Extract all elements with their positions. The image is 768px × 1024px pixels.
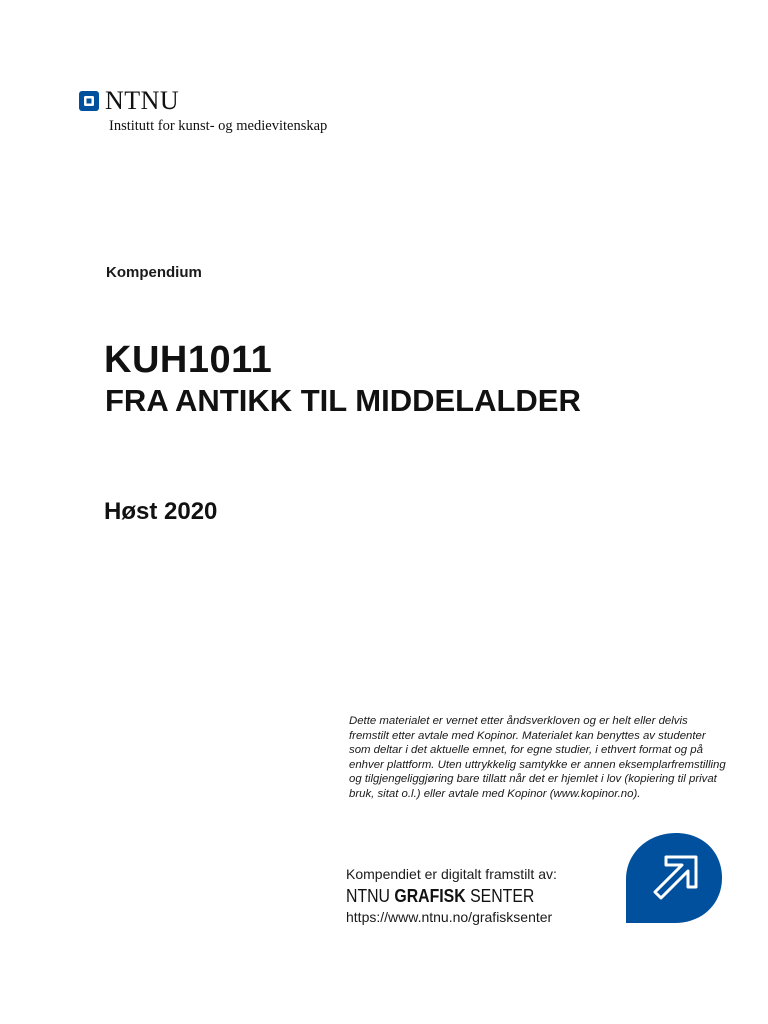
course-code: KUH1011	[104, 339, 273, 381]
ntnu-logo	[79, 88, 179, 114]
logo-wordmark: NTNU	[105, 86, 180, 115]
grafisk-senter-url: https://www.ntnu.no/grafisksenter	[346, 909, 553, 925]
document-type-label: Kompendium	[106, 264, 202, 281]
digital-production-label: Kompendiet er digitalt framstilt av:	[346, 866, 557, 882]
course-title: FRA ANTIKK TIL MIDDELALDER	[105, 383, 581, 418]
grafisk-senter-name	[346, 886, 534, 907]
grafisk-senter-arrow-icon	[626, 833, 722, 923]
ntnu-logo-mark-icon	[79, 91, 99, 111]
copyright-notice: Dette materialet er vernet etter åndsverkloven og er helt eller delvis fremstilt etter avtale med Kopinor. Materialet kan benyttes av studenter som deltar i det aktuelle emnet, for egne studier, i ethvert format og på enhver plattform. Uten uttrykkelig samtykke er annen eksemplarfremstilling og tilgjengeliggjøring bare tillatt når det er hjemlet i lov (kopiering til privat bruk, sitat o.l.) eller avtale med Kopinor (www.kopinor.no).	[349, 715, 726, 800]
semester: Høst 2020	[104, 498, 218, 525]
institute-name: Institutt for kunst- og medievitenskap	[109, 118, 328, 134]
center-name-prefix: NTNU	[346, 886, 395, 906]
center-name-strong: GRAFISK	[394, 886, 466, 906]
center-name-suffix: SENTER	[465, 886, 535, 906]
